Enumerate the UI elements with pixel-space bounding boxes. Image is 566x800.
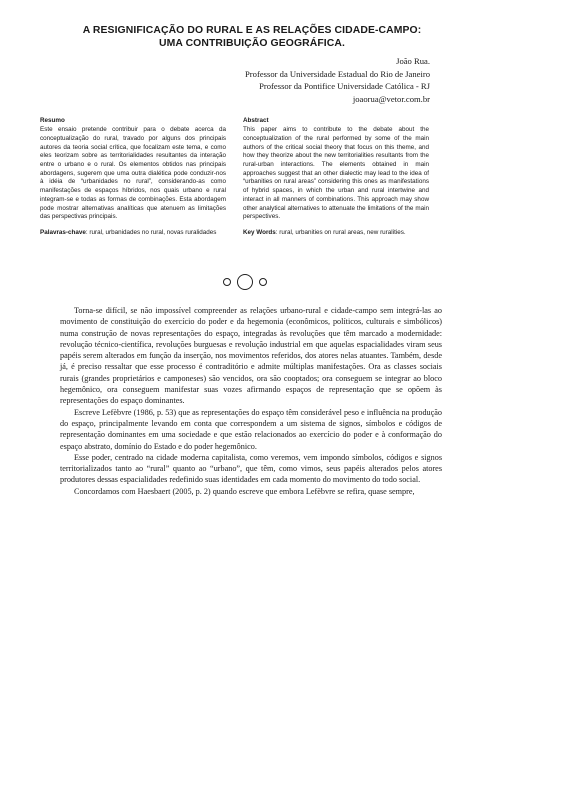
author-affiliation-2: Professor da Pontifice Universidade Católica - RJ xyxy=(259,81,430,92)
resumo-text: Este ensaio pretende contribuir para o debate acerca da conceptualização do rural, travado por alguns dos principais autores da teoria social crítica, que focalizam este tema, e como eles teorizam sobre as territorialidades resultantes da interação entre o urbano e o rural. Os elementos obtidos nas principais abordagens, sugerem que uma outra dialética pode conduzir-nos à idéia de “urbanidades no rural”, considerando-as como manifestações de espaços híbridos, nos quais urbano e rural integram-se e todas as formas de combinações. Esta abordagem pode mostrar alternativas analíticas que atenuem as limitações das perspectivas principais. xyxy=(40,126,226,221)
abstract-keywords xyxy=(243,229,429,238)
resumo-heading: Resumo xyxy=(40,117,65,124)
body-text xyxy=(60,305,442,497)
abstract-keywords-text: : rural, urbanities on rural areas, new ruralities. xyxy=(275,228,406,236)
resumo-keywords xyxy=(40,229,226,238)
title-line-2: UMA CONTRIBUIÇÃO GEOGRÁFICA. xyxy=(159,38,345,49)
resumo-keywords-text: : rural, urbanidades no rural, novas ruralidades xyxy=(85,228,217,236)
author-block xyxy=(245,55,430,105)
resumo-keywords-label: Palavras-chave xyxy=(40,228,86,236)
abstract-heading: Abstract xyxy=(243,117,269,124)
author-email[interactable]: joaorua@vetor.com.br xyxy=(352,93,430,104)
body-paragraph: Esse poder, centrado na cidade moderna capitalista, como veremos, vem impondo símbolos, códigos e signos territorializados tanto ao “rural” quanto ao “urbano”, que têm, como vimos, seus papéis alterados pelos atores produtores dessas espacialidades redefinido suas identidades em cada momento do movimento do todo social. xyxy=(60,452,442,485)
author-affiliation-1: Professor da Universidade Estadual do Rio de Janeiro xyxy=(245,68,430,79)
body-paragraph: Escreve Lefèbvre (1986, p. 53) que as representações do espaço têm considerável peso e influência na produção do espaço, principalmente levando em conta que correspondem a um sistema de signos, símbolos e códigos de representação dominantes em uma sociedade e que estão relacionados ao exercício do poder e à conformação do espaço abstrato, domínio do Estado e do poder hegemônico. xyxy=(60,407,442,451)
resumo-section xyxy=(40,117,226,238)
abstract-keywords-label: Key Words xyxy=(243,228,276,236)
body-paragraph: Torna-se difícil, se não impossível compreender as relações urbano-rural e cidade-campo sem integrá-las ao movimento de constituição do exercício do poder e da hegemonia (econômicos, políticos, culturais e simbólicos) numa construção de novas representações do espaço, integradas às revoluções que têm marcado a modernidade: revolução técnico-científica, revoluções burguesas e revolução industrial em que aquelas espacialidades viram seus papéis serem alterados em função da inserção, nos movimentos referidos, dos atores nelas atuantes. Também, desde já, é preciso ressaltar que esse processo é contraditório e admite múltiplas manifestações. Ora as classes sociais rurais (grandes proprietários e camponeses) são vencidos, ora são cooptados; ora conseguem se integrar ao bloco hegemônico, ora conseguem manifestar suas vozes afirmando espaços de representação que se opõem às representações do espaço dominantes. xyxy=(60,306,442,406)
small-circle-icon xyxy=(259,278,267,286)
section-divider-ornament xyxy=(212,271,278,293)
abstract-section xyxy=(243,117,429,238)
large-circle-icon xyxy=(237,274,253,290)
abstract-text: This paper aims to contribute to the debate about the conceptualization of the rural performed by some of the main authors of the critical social theory that focus on this theme, and how they theorize about the new territorialities resultants from the rural-urban interactions. The elements obtained in main approaches suggest that an other dialectic may lead to the idea of “urbanities on rural areas” considering this ones as manifestations of hybrid spaces, in which the urban and rural intertwine and interact in all manners of combinations. This approach may show other analytical alternatives to attenuate the limitations of the main perspectives. xyxy=(243,126,429,221)
title-line-1: A RESIGNIFICAÇÃO DO RURAL E AS RELAÇÕES CIDADE-CAMPO: xyxy=(82,25,422,36)
body-paragraph: Concordamos com Haesbaert (2005, p. 2) quando escreve que embora Lefèbvre se refira, quase sempre, xyxy=(74,486,415,496)
author-name: João Rua. xyxy=(396,56,430,66)
small-circle-icon xyxy=(223,278,231,286)
article-title xyxy=(60,24,444,50)
